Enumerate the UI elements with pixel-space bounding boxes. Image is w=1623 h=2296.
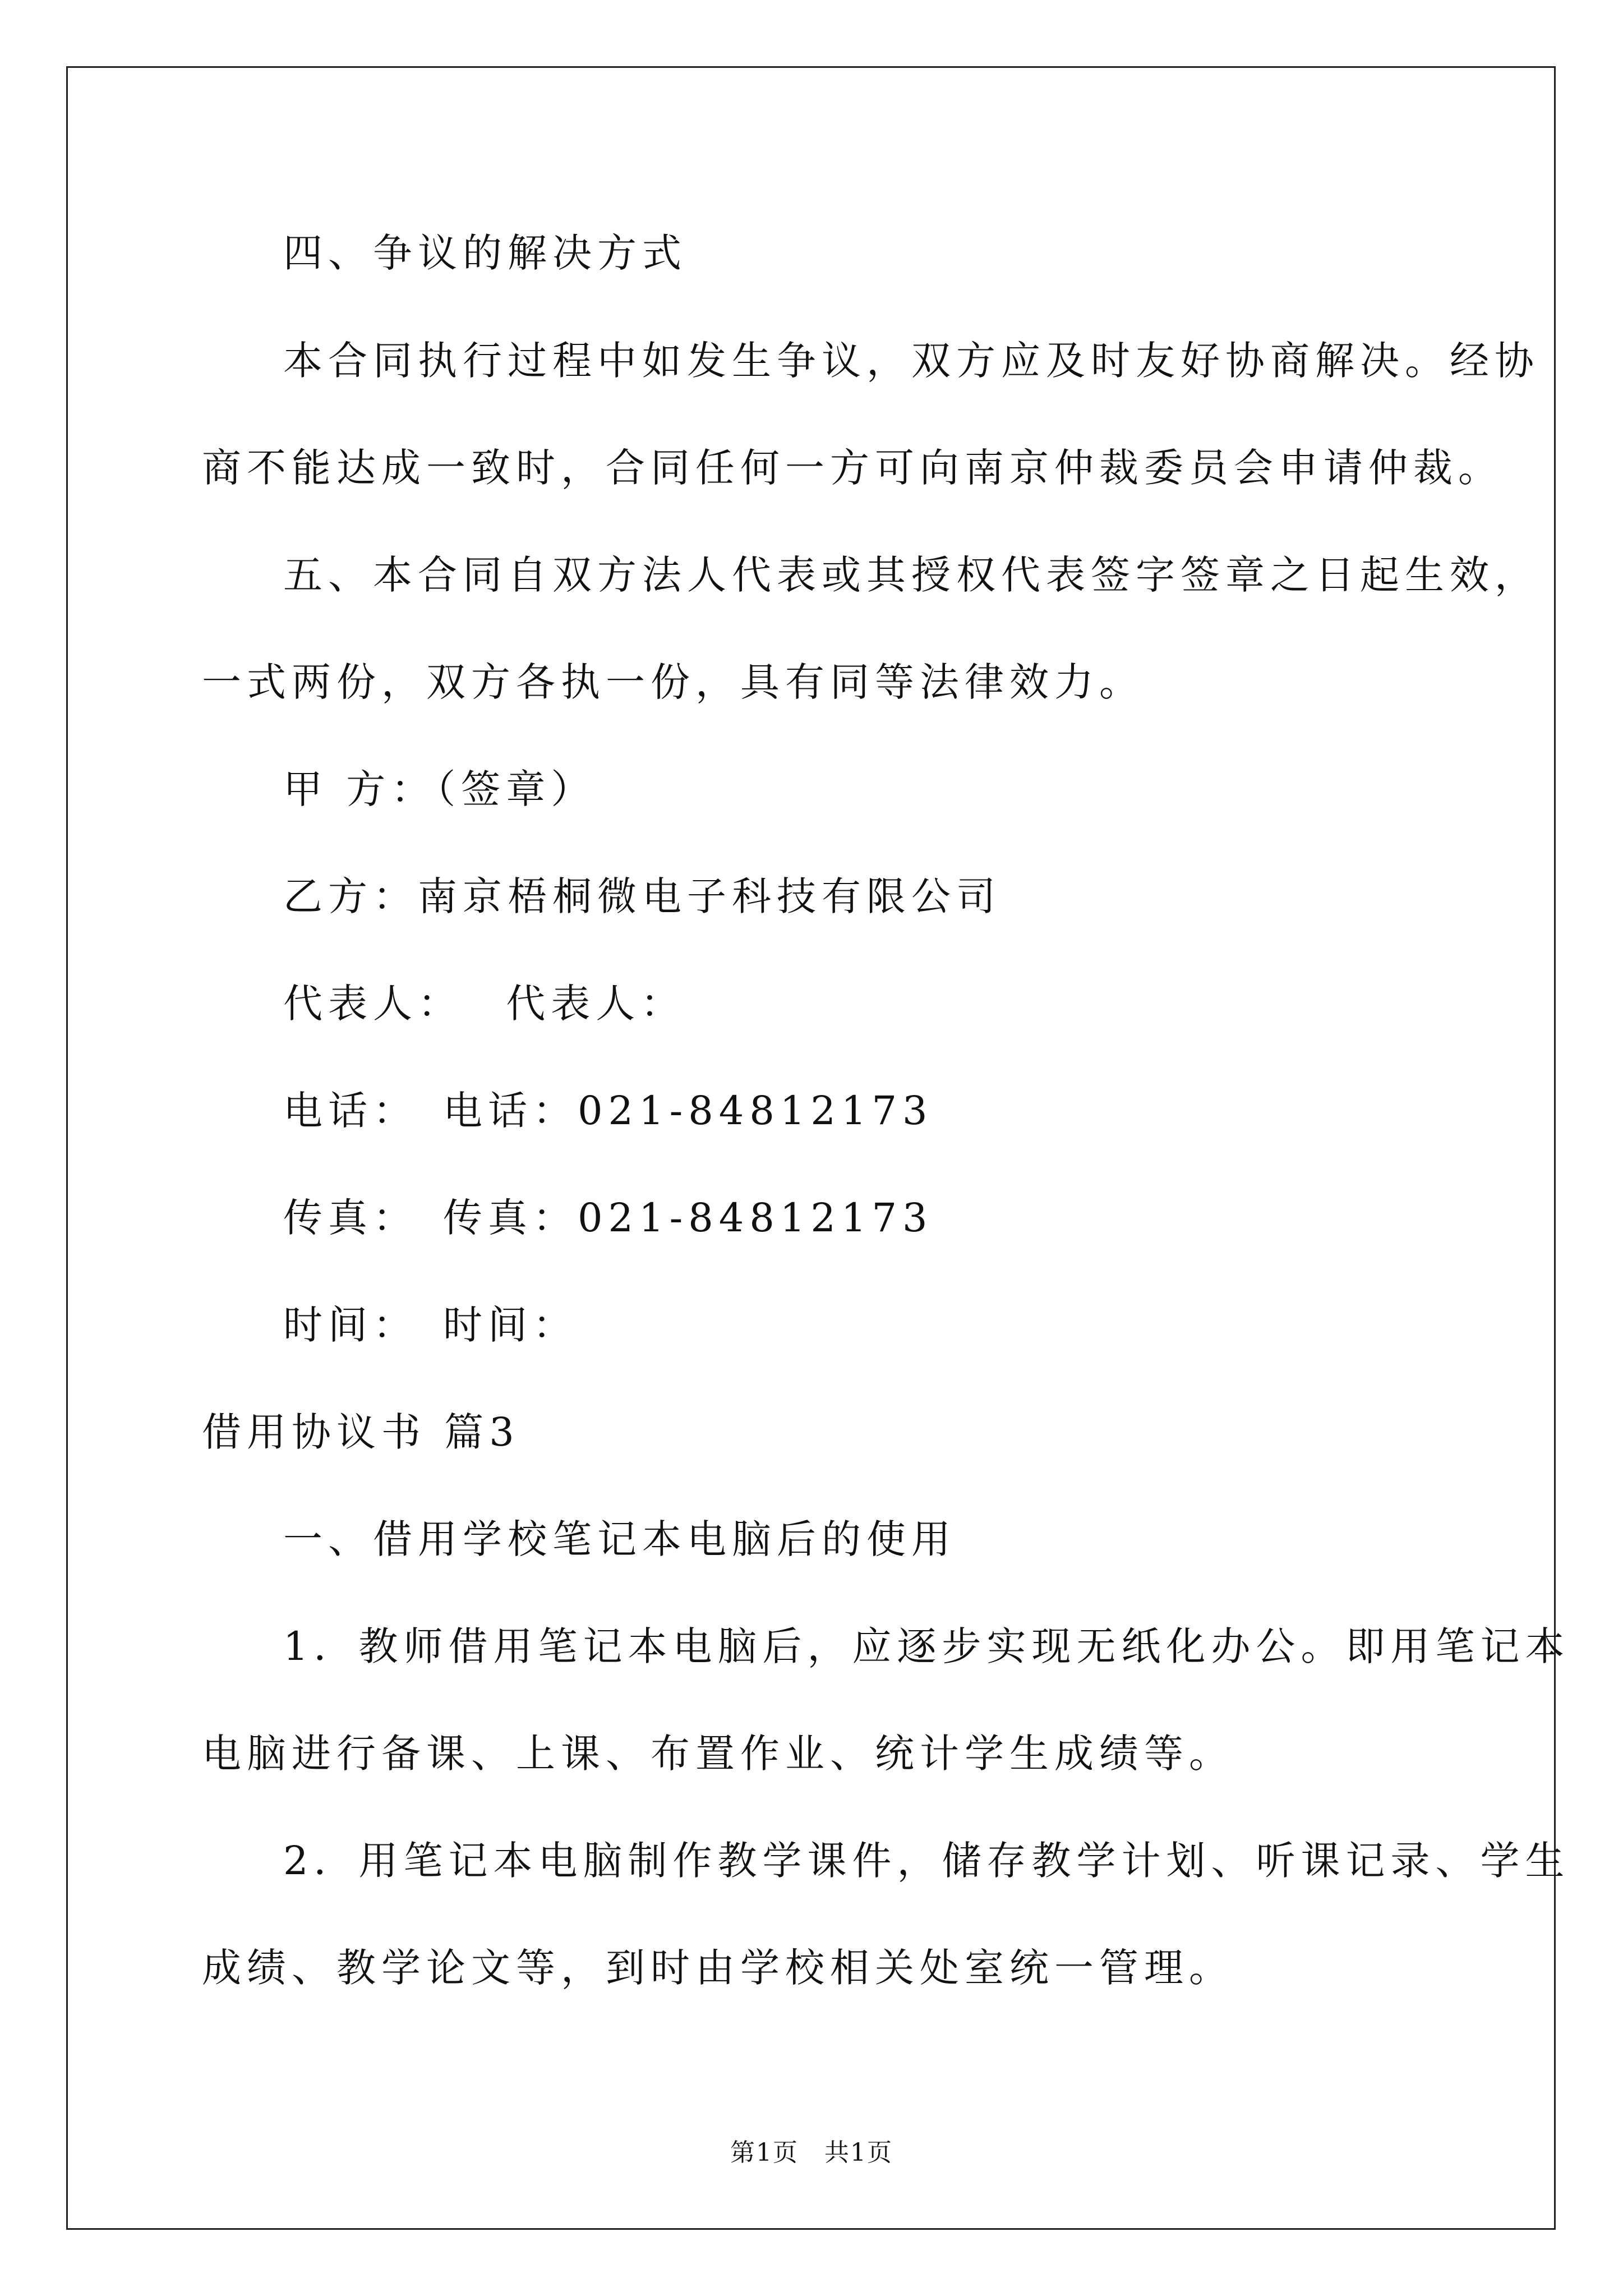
representative-line: 代表人： 代表人： <box>283 981 686 1027</box>
paragraph-line: 电脑进行备课、上课、布置作业、统计学生成绩等。 <box>202 1731 1234 1777</box>
item-one-line: 1．教师借用笔记本电脑后，应逐步实现无纸化办公。即用笔记本 <box>283 1623 1570 1669</box>
item-two-line: 2．用笔记本电脑制作教学课件，储存教学计划、听课记录、学生 <box>283 1838 1570 1884</box>
time-line: 时间： 时间： <box>283 1302 578 1348</box>
section-four-heading: 四、争议的解决方式 <box>283 230 687 276</box>
paragraph-line: 成绩、教学论文等，到时由学校相关处室统一管理。 <box>202 1945 1234 1991</box>
paragraph-line: 一式两份，双方各执一份，具有同等法律效力。 <box>202 659 1144 705</box>
page-number-footer: 第1页 共1页 <box>730 2138 893 2167</box>
paragraph-line: 本合同执行过程中如发生争议，双方应及时友好协商解决。经协 <box>283 338 1539 384</box>
page-border <box>66 66 1570 2230</box>
party-b-line: 乙方：南京梧桐微电子科技有限公司 <box>283 873 1001 919</box>
article-heading: 借用协议书 篇3 <box>202 1409 520 1455</box>
phone-line: 电话： 电话：021-84812173 <box>283 1088 933 1134</box>
paragraph-line: 商不能达成一致时，合同任何一方可向南京仲裁委员会申请仲裁。 <box>202 445 1503 491</box>
section-five-line: 五、本合同自双方法人代表或其授权代表签字签章之日起生效， <box>283 552 1539 598</box>
fax-line: 传真： 传真：021-84812173 <box>283 1195 933 1241</box>
party-a-line: 甲 方：（签章） <box>283 766 596 812</box>
section-one-heading: 一、借用学校笔记本电脑后的使用 <box>283 1516 956 1562</box>
